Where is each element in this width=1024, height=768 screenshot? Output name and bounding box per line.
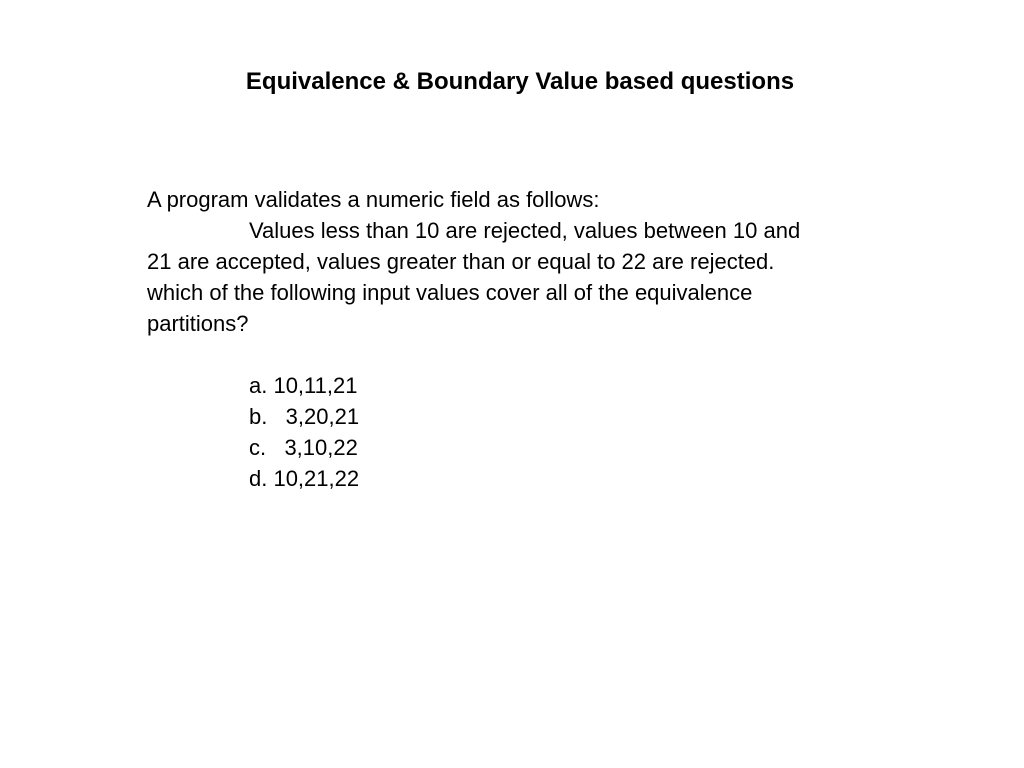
option-d: d. 10,21,22: [249, 466, 360, 491]
option-c: c. 3,10,22: [249, 435, 358, 460]
question-line-2: 21 are accepted, values greater than or equal to 22 are rejected.: [147, 249, 775, 274]
question-line-3: which of the following input values cover all of the equivalence: [147, 280, 753, 305]
question-intro: A program validates a numeric field as follows:: [147, 187, 600, 212]
option-b: b. 3,20,21: [249, 404, 360, 429]
spacer: [147, 339, 907, 370]
question-block: [147, 184, 907, 494]
question-line-4: partitions?: [147, 311, 249, 336]
question-line-1: Values less than 10 are rejected, values between 10 and: [249, 218, 801, 243]
answer-options: [147, 370, 907, 494]
option-a: a. 10,11,21: [249, 373, 358, 398]
slide-title: Equivalence & Boundary Value based questions: [245, 68, 795, 95]
